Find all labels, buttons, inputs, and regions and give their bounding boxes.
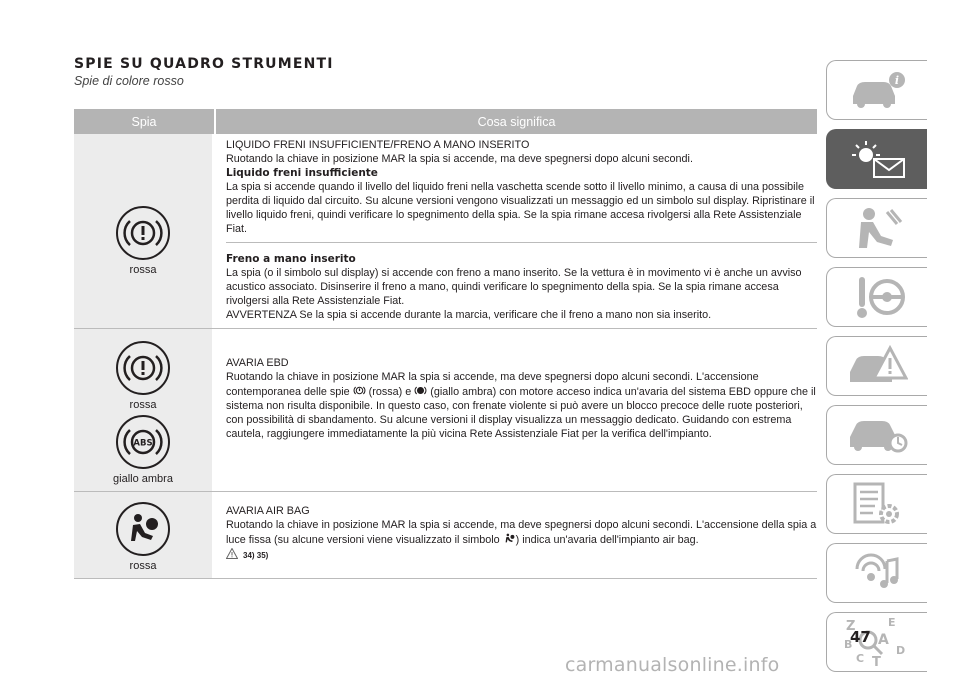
table-row bbox=[74, 492, 817, 579]
abs-icon-text: ABS bbox=[133, 438, 153, 449]
table-row bbox=[74, 329, 817, 492]
airbag-inline-icon bbox=[503, 532, 516, 545]
icon-cell bbox=[74, 134, 214, 328]
description-cell bbox=[214, 329, 817, 491]
brake-warning-inline-icon bbox=[353, 384, 366, 397]
page-subtitle: Spie di colore rosso bbox=[74, 74, 184, 88]
airbag-warning-icon bbox=[116, 502, 170, 556]
tab-index[interactable] bbox=[826, 612, 927, 672]
svg-text:i: i bbox=[894, 74, 900, 87]
tab-starting-driving[interactable] bbox=[826, 267, 927, 327]
description-cell bbox=[214, 492, 817, 578]
car-info-icon bbox=[847, 70, 907, 110]
icon-cell bbox=[74, 492, 214, 578]
icon-color-label: rossa bbox=[129, 399, 157, 411]
tab-car-info[interactable] bbox=[826, 60, 927, 120]
row-text: Ruotando la chiave in posizione MAR la spia si accende, ma deve spegnersi dopo alcuni secondi. L'accensione della spia a luce fissa (su alcune versioni viene visualizzato il simbolo bbox=[226, 519, 817, 546]
svg-text:B: B bbox=[844, 638, 853, 651]
abs-inline-icon bbox=[414, 384, 427, 397]
icon-color-label: rossa bbox=[129, 560, 157, 572]
page-number: 47 bbox=[850, 628, 871, 646]
warning-text: AVVERTENZA Se la spia si accende durante la marcia, verificare che il freno a mano non sia inserito. bbox=[226, 309, 712, 321]
brake-warning-icon bbox=[116, 341, 170, 395]
specs-gear-icon bbox=[847, 480, 907, 528]
row-text: Ruotando la chiave in posizione MAR la spia si accende, ma deve spegnersi dopo alcuni secondi. L'accensione contemporanea delle spie bbox=[226, 371, 759, 398]
row-text: (rossa) e bbox=[368, 386, 412, 398]
steering-key-icon bbox=[847, 273, 907, 321]
row-text: (giallo ambra) con motore acceso indica un'avaria del sistema EBD oppure che il sistema non risulta disponibile. In questo caso, con frenate violente si può avere un blocco precoce delle ruote posteriori, con possibilità di sbandamento. Su alcune versioni il display visualizza un messaggio dedicato. Guidando con estrema cautela, raggiungere immediatamente la più vicina Rete Assistenziale Fiat per la verifica dell'impianto. bbox=[226, 386, 816, 440]
tab-multimedia[interactable] bbox=[826, 543, 927, 603]
warning-light-message-icon bbox=[844, 137, 910, 181]
abs-icon bbox=[116, 415, 170, 469]
tab-safety[interactable] bbox=[826, 198, 927, 258]
multimedia-icon bbox=[847, 549, 907, 597]
watermark: carmanualsonline.info bbox=[565, 654, 780, 676]
car-warning-icon bbox=[846, 342, 908, 390]
svg-text:C: C bbox=[856, 652, 865, 665]
svg-text:A: A bbox=[878, 632, 889, 648]
svg-text:D: D bbox=[896, 644, 906, 657]
column-header-significato: Cosa significa bbox=[214, 109, 817, 134]
svg-text:Z: Z bbox=[846, 619, 856, 634]
page-title: SPIE SU QUADRO STRUMENTI bbox=[74, 56, 334, 72]
subsection-title: Freno a mano inserito bbox=[226, 253, 356, 265]
note-references: 34) 35) bbox=[243, 551, 269, 560]
subsection-text: La spia (o il simbolo sul display) si accende con freno a mano inserito. Se la vettura è in movimento vi è anche un avviso acustico associato. Disinserire il freno a mano, quindi verificare lo spegnimento della spia. Se la spia rimane accesa rivolgersi alla Rete Assistenziale Fiat. bbox=[226, 267, 802, 307]
warning-triangle-icon bbox=[226, 548, 238, 559]
row-intro: Ruotando la chiave in posizione MAR la spia si accende, ma deve spegnersi dopo alcuni secondi. bbox=[226, 153, 693, 165]
icon-color-label: giallo ambra bbox=[113, 473, 173, 485]
chapter-tabs bbox=[826, 60, 927, 681]
description-cell bbox=[214, 134, 817, 328]
tab-warning-lights[interactable] bbox=[826, 129, 927, 189]
tab-technical-data[interactable] bbox=[826, 474, 927, 534]
brake-warning-icon bbox=[116, 206, 170, 260]
subsection-title: Liquido freni insufficiente bbox=[226, 167, 378, 179]
row-heading: AVARIA EBD bbox=[226, 357, 289, 369]
table-header bbox=[74, 109, 817, 134]
column-header-spia: Spia bbox=[131, 114, 157, 129]
subsection-text: La spia si accende quando il livello del liquido freni nella vaschetta scende sotto il livello minimo, a causa di una possibile perdita di liquido dal circuito. Su alcune versioni vengono visualizzati un messaggio ed un simbolo sul display. Ripristinare il livello liquido freni, quindi verificare lo spegnimento della spia. Se la spia rimane accesa rivolgersi alla Rete Assistenziale Fiat. bbox=[226, 181, 815, 235]
row-heading: LIQUIDO FRENI INSUFFICIENTE/FRENO A MANO INSERITO bbox=[226, 139, 530, 151]
tab-emergency[interactable] bbox=[826, 336, 927, 396]
tab-maintenance[interactable] bbox=[826, 405, 927, 465]
row-text: ) indica un'avaria dell'impianto air bag. bbox=[515, 534, 699, 546]
svg-text:T: T bbox=[872, 655, 881, 670]
icon-cell bbox=[74, 329, 214, 491]
icon-color-label: rossa bbox=[129, 264, 157, 276]
car-service-icon bbox=[846, 413, 908, 457]
warning-lights-table bbox=[74, 109, 817, 579]
svg-text:E: E bbox=[888, 616, 896, 629]
table-row bbox=[74, 134, 817, 329]
row-heading: AVARIA AIR BAG bbox=[226, 505, 310, 517]
airbag-seat-icon bbox=[847, 204, 907, 252]
